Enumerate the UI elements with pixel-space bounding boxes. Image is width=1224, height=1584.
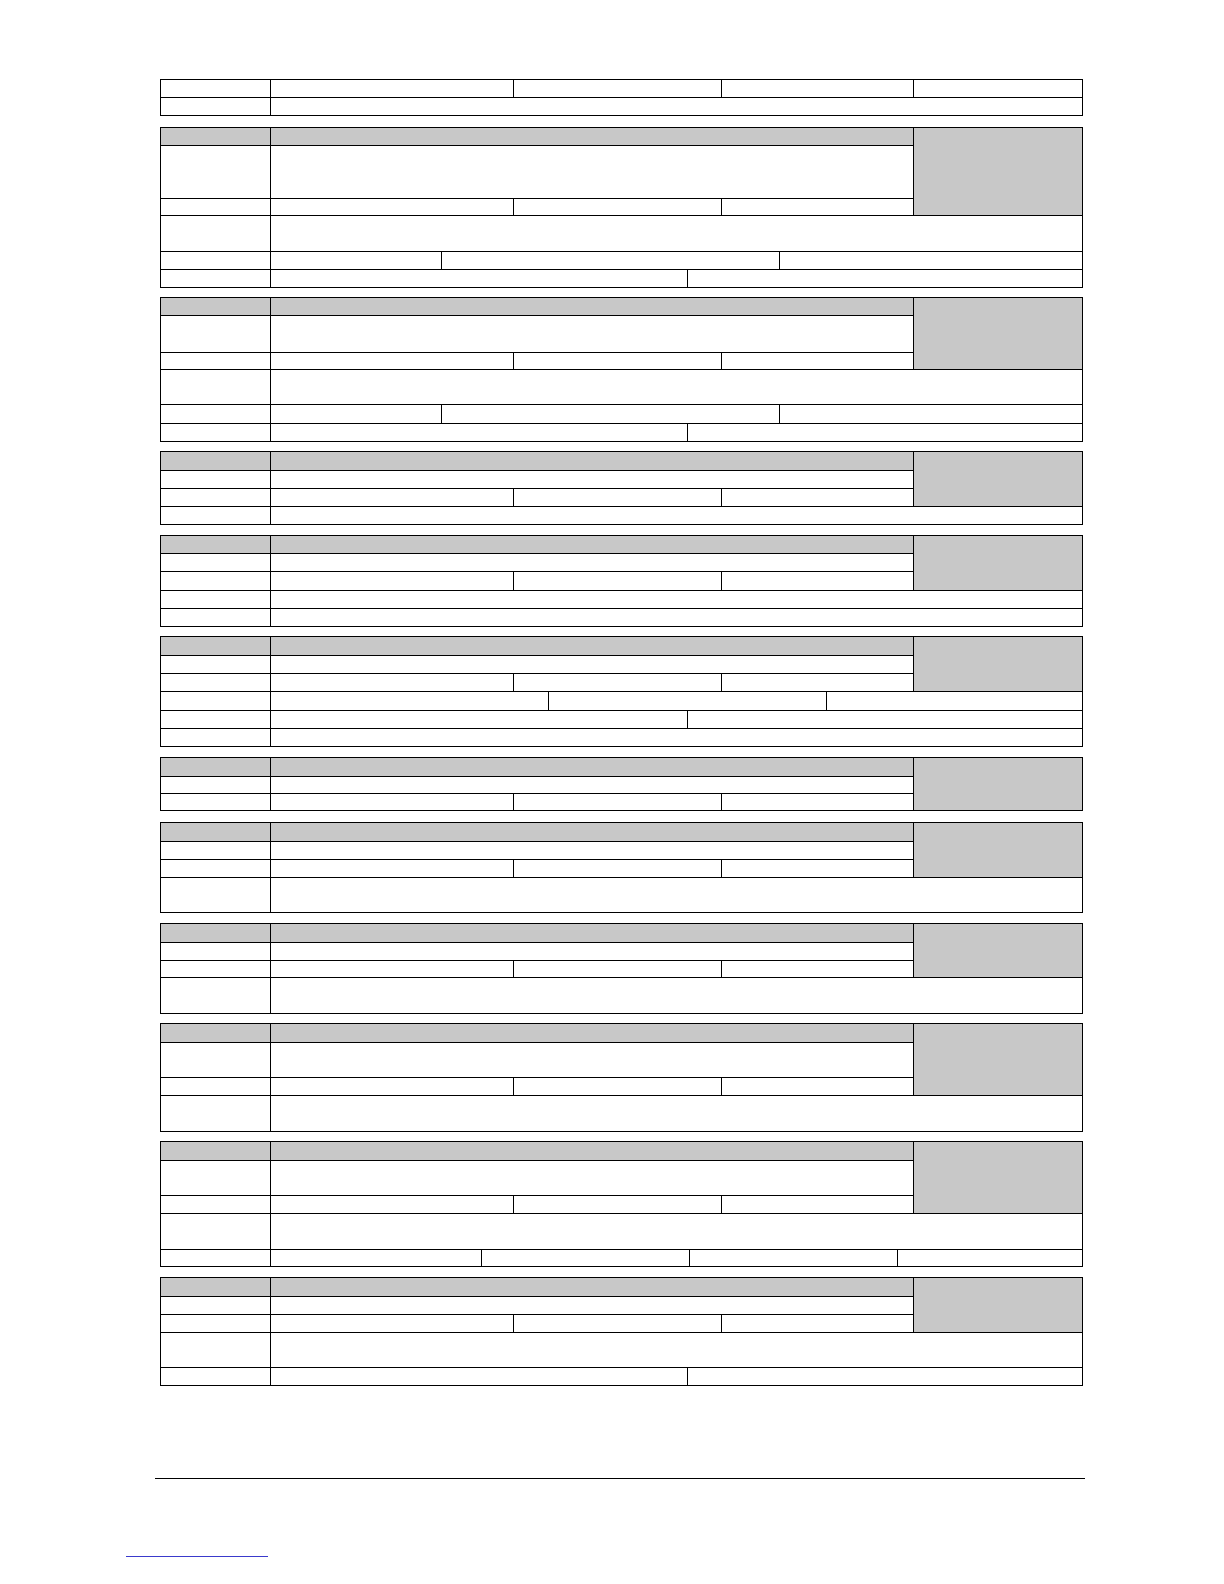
block-10-row-2-label [160,1195,271,1214]
block-1-row-5-field-2 [687,269,1083,288]
block-10-row-4-field-4 [897,1249,1083,1267]
block-11-row-1-label [160,1296,271,1315]
block-2-row-2-field-1 [270,352,514,370]
block-4-row-4-field [270,608,1083,627]
block-8-row-2-field-2 [513,960,722,978]
block-7-photo-box [913,822,1083,878]
block-4-row-2-label [160,571,271,591]
block-10-row-2-field-2 [513,1195,722,1214]
block-3-header-field [270,451,914,471]
footer-rule [155,1478,1085,1479]
block-6-row-1-field [270,776,914,794]
block-4-row-2-field-1 [270,571,514,591]
block-7-row-2-field-1 [270,859,514,878]
block-6-header-label [160,757,271,777]
block-6-row-2-field-3 [721,793,914,811]
block-10-row-4-field-2 [481,1249,690,1267]
block-6-row-2-field-1 [270,793,514,811]
block-5-row-2-field-1 [270,673,514,692]
block-1-row-4-field-2 [441,251,780,270]
block-1-row-4-field-3 [779,251,1083,270]
block-8-photo-box [913,923,1083,978]
block-5-row-2-field-3 [721,673,914,692]
block-7-row-2-label [160,859,271,878]
block-7-header-label [160,822,271,842]
block-4-header-label [160,535,271,554]
block-5-header-label [160,636,271,656]
block-5-row-4-label [160,710,271,729]
block-8-row-2-field-3 [721,960,914,978]
block-11-header-label [160,1277,271,1297]
block-3-header-label [160,451,271,471]
block-4-row-1-field [270,553,914,572]
block-3-row-1-field [270,470,914,489]
block-6-row-1-label [160,776,271,794]
block-5-header-field [270,636,914,656]
block-11-photo-box [913,1277,1083,1333]
block-10-header-field [270,1141,914,1161]
block-5-row-5-field [270,728,1083,747]
block-10-row-3-field [270,1213,1083,1250]
block-2-header-field [270,297,914,316]
block-10-row-3-label [160,1213,271,1250]
block-1-row-2-field-3 [721,198,914,216]
block-6-row-2-field-2 [513,793,722,811]
block-9-photo-box [913,1023,1083,1096]
block-1-header-field [270,127,914,146]
block-3-row-3-field [270,506,1083,525]
block-6-row-2-label [160,793,271,811]
block-4-photo-box [913,535,1083,591]
block-1-row-5-label [160,269,271,288]
block-1-header-label [160,127,271,146]
block-2-row-4-field-3 [779,404,1083,424]
block-2-row-5-label [160,423,271,442]
block-1-row-3-label [160,215,271,252]
block-5-row-4-field-1 [270,710,688,729]
block-11-row-2-field-2 [513,1314,722,1333]
block-6-header-field [270,757,914,777]
block-3-row-1-label [160,470,271,489]
block-10-photo-box [913,1141,1083,1214]
block-2-row-4-field-2 [441,404,780,424]
block-5-row-2-label [160,673,271,692]
block-11-row-1-field [270,1296,914,1315]
block-1-row-2-label [160,198,271,216]
block-10-row-2-field-3 [721,1195,914,1214]
block-11-row-4-label [160,1367,271,1386]
block-5-photo-box [913,636,1083,692]
block-1-row-2-field-2 [513,198,722,216]
block-11-row-4-field-1 [270,1367,688,1386]
block-11-row-2-field-1 [270,1314,514,1333]
block-10-header-label [160,1141,271,1161]
block-10-row-1-field [270,1160,914,1196]
block-9-row-3-field [270,1095,1083,1132]
block-8-row-3-field [270,977,1083,1014]
block-11-header-field [270,1277,914,1297]
block-11-row-2-field-3 [721,1314,914,1333]
block-10-row-4-field-3 [689,1249,898,1267]
block-2-photo-box [913,297,1083,370]
block-0-row-1-label [160,79,271,98]
corner-link-underline[interactable] [126,1556,268,1557]
block-4-row-2-field-3 [721,571,914,591]
block-4-row-2-field-2 [513,571,722,591]
block-2-row-1-label [160,315,271,353]
block-9-row-2-label [160,1077,271,1096]
block-9-row-2-field-3 [721,1077,914,1096]
block-0-row-1-field-2 [513,79,722,98]
block-0-row-2-field [270,97,1083,116]
block-9-header-label [160,1023,271,1043]
block-7-row-2-field-3 [721,859,914,878]
block-8-row-2-label [160,960,271,978]
block-7-row-3-label [160,877,271,913]
block-5-row-3-label [160,691,271,711]
block-5-row-1-label [160,655,271,674]
block-8-row-2-field-1 [270,960,514,978]
block-9-row-3-label [160,1095,271,1132]
block-10-row-4-label [160,1249,271,1267]
block-9-row-1-label [160,1042,271,1078]
block-4-row-4-label [160,608,271,627]
block-0-row-1-field-1 [270,79,514,98]
block-5-row-3-field-2 [548,691,827,711]
block-1-row-4-field-1 [270,251,442,270]
block-0-row-1-field-4 [913,79,1083,98]
block-11-row-2-label [160,1314,271,1333]
block-1-row-1-label [160,145,271,199]
block-3-row-2-label [160,488,271,507]
block-7-row-1-field [270,841,914,860]
block-2-row-3-label [160,369,271,405]
block-5-row-4-field-2 [687,710,1083,729]
block-4-header-field [270,535,914,554]
block-0-row-2-label [160,97,271,116]
block-2-row-5-field-1 [270,423,688,442]
block-8-header-label [160,923,271,943]
block-2-row-2-field-2 [513,352,722,370]
block-7-row-3-field [270,877,1083,913]
block-2-row-3-field [270,369,1083,405]
block-4-row-3-label [160,590,271,609]
block-1-row-3-field [270,215,1083,252]
block-2-row-1-field [270,315,914,353]
block-3-row-2-field-2 [513,488,722,507]
block-11-row-3-field [270,1332,1083,1368]
block-10-row-2-field-1 [270,1195,514,1214]
block-7-header-field [270,822,914,842]
block-7-row-1-label [160,841,271,860]
block-3-row-2-field-1 [270,488,514,507]
block-9-row-2-field-1 [270,1077,514,1096]
block-5-row-3-field-1 [270,691,549,711]
block-5-row-1-field [270,655,914,674]
block-7-row-2-field-2 [513,859,722,878]
block-2-row-4-field-1 [270,404,442,424]
block-2-header-label [160,297,271,316]
block-5-row-5-label [160,728,271,747]
block-0-row-1-field-3 [721,79,914,98]
block-11-row-4-field-2 [687,1367,1083,1386]
block-4-row-3-field [270,590,1083,609]
block-3-row-2-field-3 [721,488,914,507]
block-11-row-3-label [160,1332,271,1368]
block-2-row-2-label [160,352,271,370]
block-1-row-5-field-1 [270,269,688,288]
block-2-row-4-label [160,404,271,424]
block-6-photo-box [913,757,1083,811]
block-1-photo-box [913,127,1083,216]
block-2-row-2-field-3 [721,352,914,370]
block-8-row-1-label [160,942,271,961]
block-5-row-2-field-2 [513,673,722,692]
block-9-row-1-field [270,1042,914,1078]
block-3-photo-box [913,451,1083,507]
block-4-row-1-label [160,553,271,572]
block-9-row-2-field-2 [513,1077,722,1096]
block-3-row-3-label [160,506,271,525]
block-10-row-1-label [160,1160,271,1196]
block-8-row-3-label [160,977,271,1014]
block-5-row-3-field-3 [826,691,1083,711]
block-1-row-4-label [160,251,271,270]
block-2-row-5-field-2 [687,423,1083,442]
block-8-header-field [270,923,914,943]
block-10-row-4-field-1 [270,1249,482,1267]
block-8-row-1-field [270,942,914,961]
block-1-row-1-field [270,145,914,199]
block-1-row-2-field-1 [270,198,514,216]
block-9-header-field [270,1023,914,1043]
